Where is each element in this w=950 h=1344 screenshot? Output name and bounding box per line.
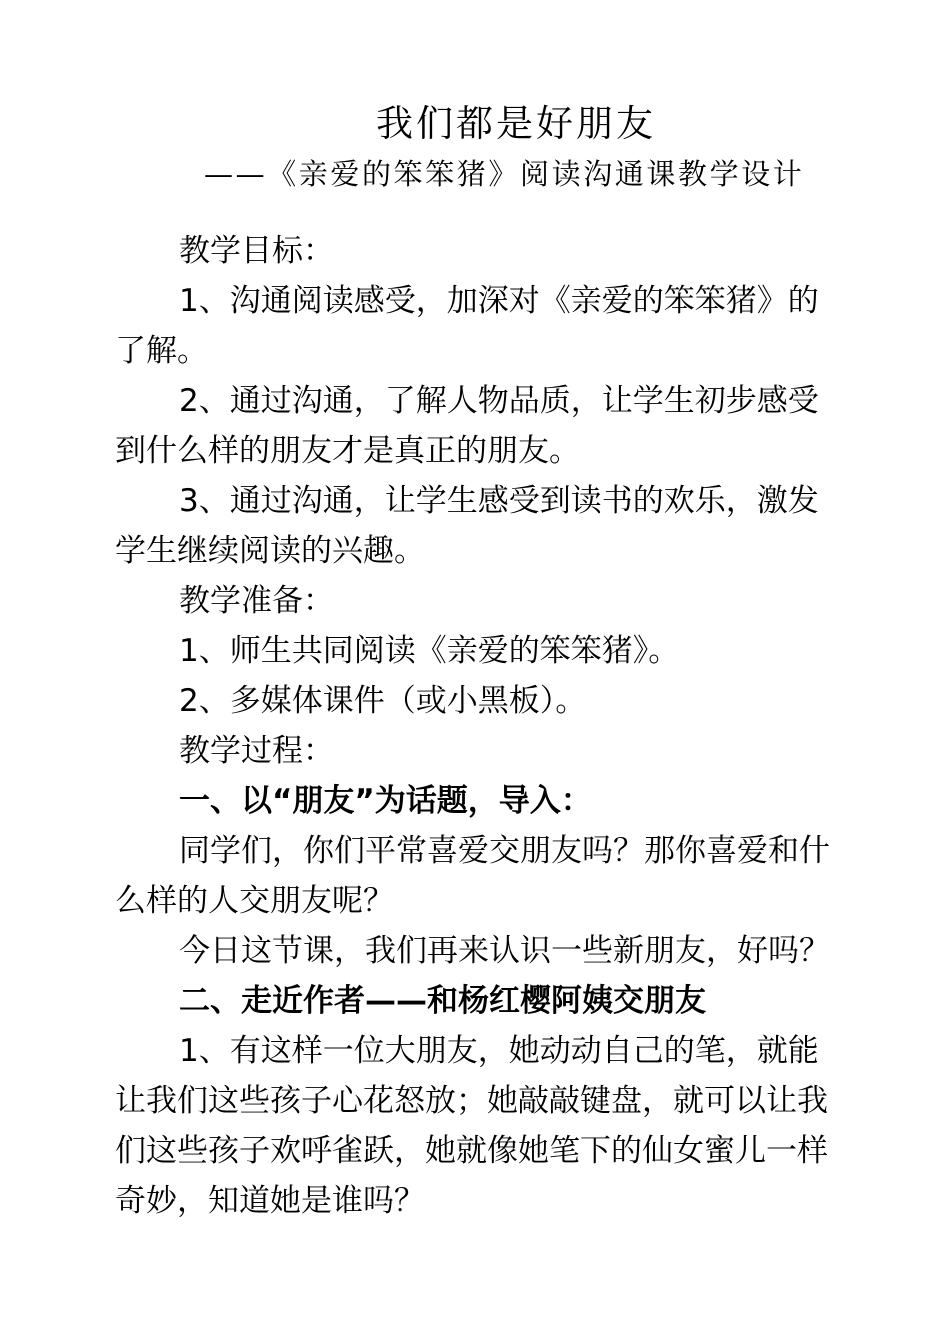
step-heading: 一、以“朋友”为话题，导入： bbox=[179, 783, 592, 819]
objective-item: 1、沟通阅读感受，加深对《亲爱的笨笨猪》的了解。 bbox=[115, 283, 819, 369]
body-paragraph: 同学们，你们平常喜爱交朋友吗？那你喜爱和什么样的人交朋友呢？ bbox=[115, 833, 830, 919]
document-body bbox=[115, 226, 835, 1226]
section-heading-preparation: 教学准备： bbox=[179, 583, 334, 619]
objective-item: 3、通过沟通，让学生感受到读书的欢乐，激发学生继续阅读的兴趣。 bbox=[115, 483, 819, 569]
objective-item: 2、通过沟通，了解人物品质，让学生初步感受到什么样的朋友才是真正的朋友。 bbox=[115, 383, 819, 469]
preparation-item: 2、多媒体课件（或小黑板）。 bbox=[179, 683, 587, 719]
document-title: 我们都是好朋友 bbox=[376, 102, 656, 145]
section-heading-objectives: 教学目标： bbox=[179, 233, 334, 269]
step-heading: 二、走近作者——和杨红樱阿姨交朋友 bbox=[179, 983, 706, 1019]
section-heading-process: 教学过程： bbox=[179, 733, 334, 769]
body-paragraph: 今日这节课，我们再来认识一些新朋友，好吗？ bbox=[179, 933, 830, 969]
document-subtitle: ——《亲爱的笨笨猪》阅读沟通课教学设计 bbox=[204, 157, 805, 191]
preparation-item: 1、师生共同阅读《亲爱的笨笨猪》。 bbox=[179, 633, 680, 669]
body-paragraph: 1、有这样一位大朋友，她动动自己的笔，就能让我们这些孩子心花怒放；她敲敲键盘，就可以让我们这些孩子欢呼雀跃，她就像她笔下的仙女蜜儿一样奇妙，知道她是谁吗？ bbox=[115, 1033, 828, 1219]
